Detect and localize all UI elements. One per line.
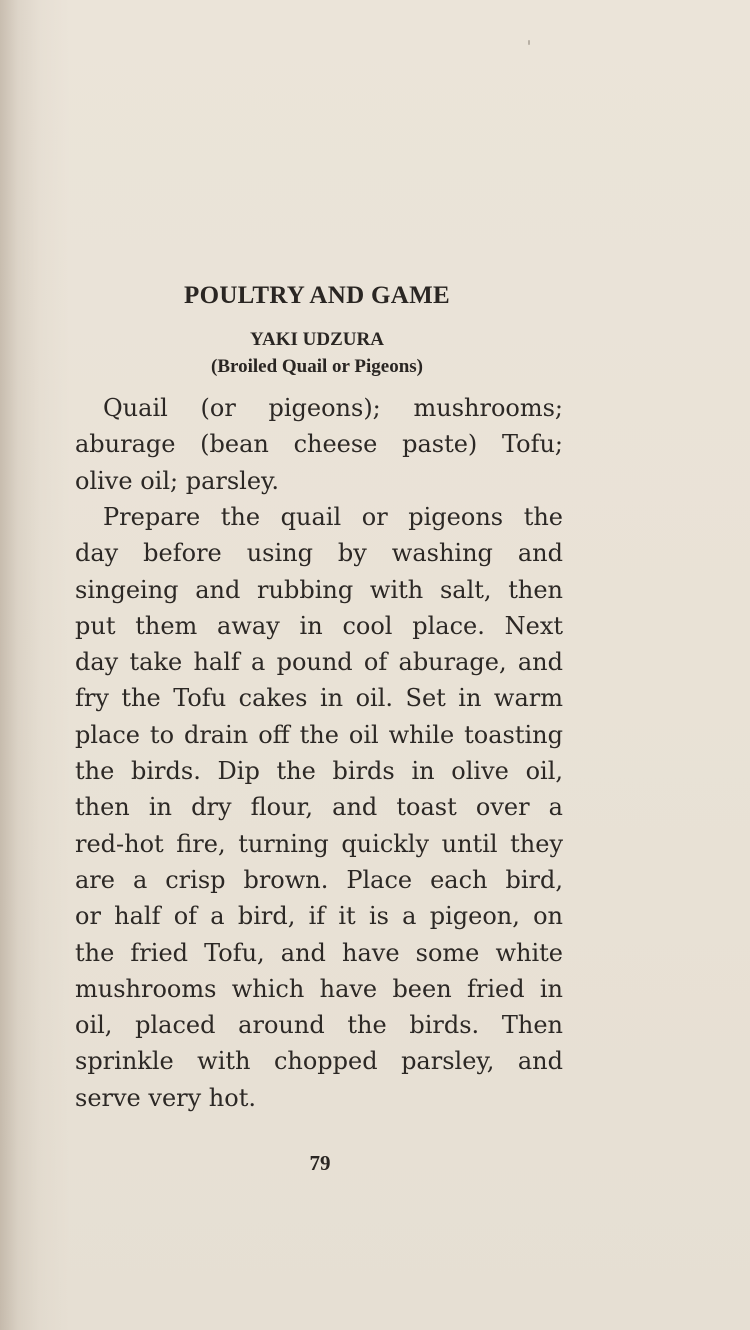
ingredients-paragraph: [75, 390, 563, 499]
text-line: mushrooms which have been fried in: [75, 974, 563, 1003]
section-title: POULTRY AND GAME: [184, 282, 450, 309]
page-number: 79: [309, 1151, 331, 1175]
text-line: the birds. Dip the birds in olive oil,: [75, 757, 563, 786]
text-line: oil, placed around the birds. Then: [75, 1011, 563, 1040]
text-line: or half of a bird, if it is a pigeon, on: [75, 902, 563, 931]
text-line: put them away in cool place. Next: [75, 611, 563, 640]
text-line: red-hot fire, turning quickly until they: [75, 829, 563, 858]
text-line: singeing and rubbing with salt, then: [75, 575, 563, 604]
text-line: then in dry flour, and toast over a: [75, 793, 563, 822]
instructions-paragraph: [75, 499, 563, 1116]
text-line: olive oil; parsley.: [75, 466, 280, 495]
text-line: Quail (or pigeons); mushrooms;: [103, 394, 563, 422]
text-line: the fried Tofu, and have some white: [75, 938, 563, 967]
recipe-title: YAKI UDZURA: [250, 329, 384, 350]
text-line: day before using by washing and: [75, 539, 563, 568]
text-line: sprinkle with chopped parsley, and: [75, 1047, 563, 1076]
text-line: fry the Tofu cakes in oil. Set in warm: [75, 684, 563, 713]
recipe-subtitle: (Broiled Quail or Pigeons): [211, 356, 423, 377]
text-line: are a crisp brown. Place each bird,: [75, 865, 563, 894]
text-line: day take half a pound of aburage, and: [75, 648, 563, 677]
text-line: Prepare the quail or pigeons the: [103, 503, 563, 531]
text-line: aburage (bean cheese paste) Tofu;: [75, 430, 563, 459]
text-line: place to drain off the oil while toasting: [75, 720, 563, 749]
paper-speck: [528, 40, 530, 45]
text-line: serve very hot.: [75, 1083, 256, 1112]
